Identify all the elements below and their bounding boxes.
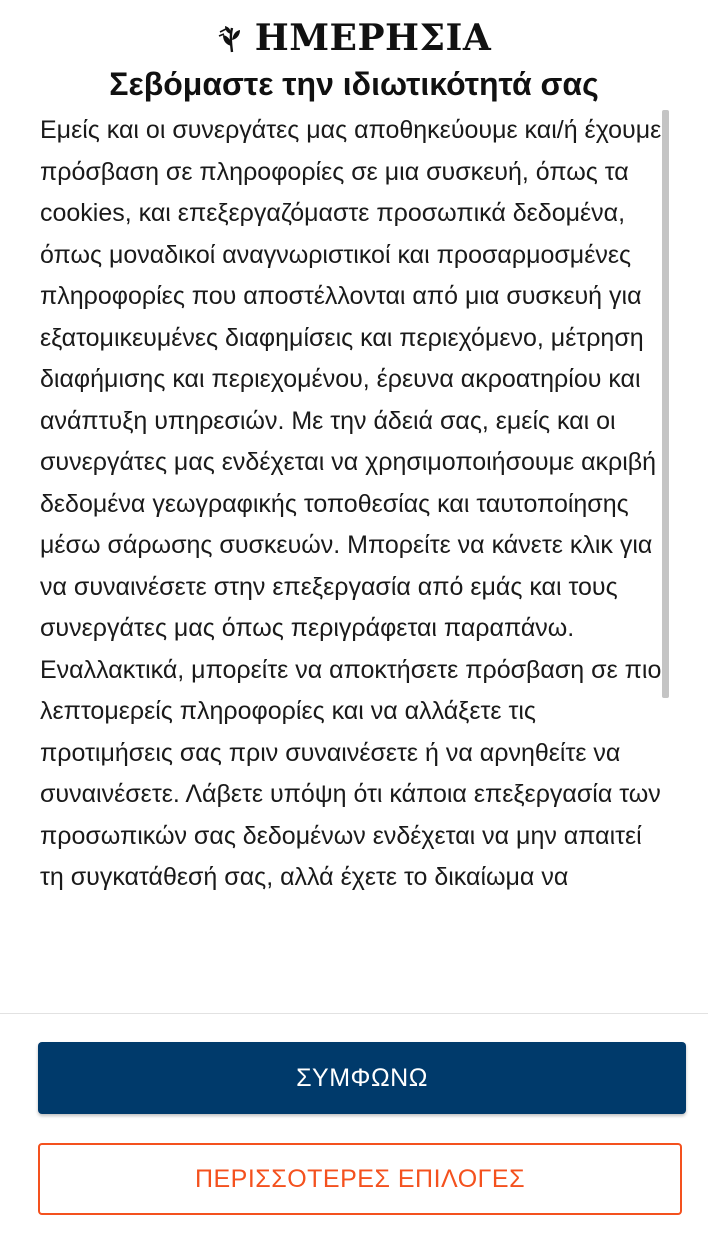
consent-text-scroll-area[interactable] [0, 110, 708, 1013]
consent-body-text: Εμείς και οι συνεργάτες μας αποθηκεύουμε και/ή έχουμε πρόσβαση σε πληροφορίες σε μια συσκευή, όπως τα cookies, και επεξεργαζόμαστε προσωπικά δεδομένα, όπως μοναδικοί αναγνωριστικοί και προσαρμοσμένες πληροφορίες που αποστέλλονται από μια συσκευή για εξατομικευμένες διαφημίσεις και περιεχόμενο, μέτρηση διαφήμισης και περιεχομένου, έρευνα ακροατηρίου και ανάπτυξη υπηρεσιών. Με την άδειά σας, εμείς και οι συνεργάτες μας ενδέχεται να χρησιμοποιήσουμε ακριβή δεδομένα γεωγραφικής τοποθεσίας και ταυτοποίησης μέσω σάρωσης συσκευών. Μπορείτε να κάνετε κλικ για να συναινέσετε στην επεξεργασία από εμάς και τους συνεργάτες μας όπως περιγράφεται παραπάνω. Εναλλακτικά, μπορείτε να αποκτήσετε πρόσβαση σε πιο λεπτομερείς πληροφορίες και να αλλάξετε τις προτιμήσεις σας πριν συναινέσετε ή να αρνηθείτε να συναινέσετε. Λάβετε υπόψη ότι κάποια επεξεργασία των προσωπικών σας δεδομένων ενδέχεται να μην απαιτεί τη συγκατάθεσή σας, αλλά έχετε το δικαίωμα να [40, 116, 662, 891]
consent-footer [0, 1013, 708, 1259]
wheat-leaf-logo-icon [217, 22, 247, 54]
page-title: Σεβόμαστε την ιδιωτικότητά σας [109, 66, 599, 102]
agree-button[interactable]: ΣΥΜΦΩΝΩ [38, 1042, 686, 1114]
scrollbar-thumb[interactable] [662, 110, 669, 698]
text-fade-overlay [0, 903, 708, 1013]
more-options-button[interactable]: ΠΕΡΙΣΣΟΤΕΡΕΣ ΕΠΙΛΟΓΕΣ [38, 1143, 682, 1215]
brand-header [0, 14, 708, 62]
brand-name: ΗΜΕΡΗΣΙΑ [254, 17, 492, 59]
